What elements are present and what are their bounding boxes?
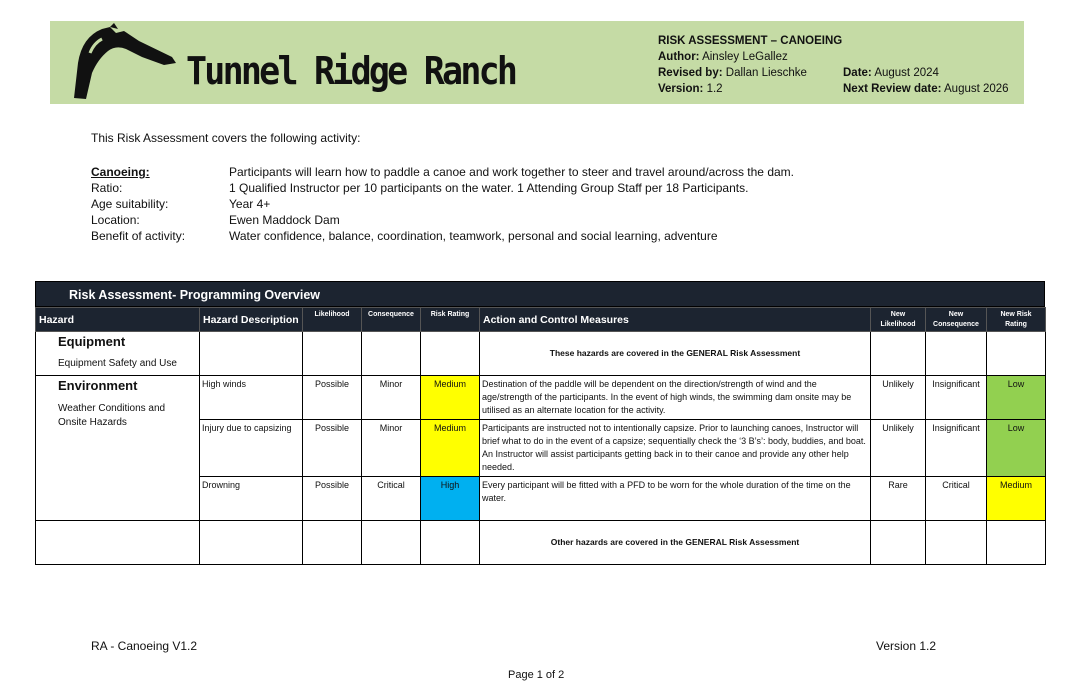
- revised-value: Dallan Lieschke: [725, 67, 807, 79]
- new-likelihood: Unlikely: [871, 420, 926, 477]
- section-subtitle: Equipment Safety and Use: [58, 358, 177, 369]
- new-risk-rating: Low: [987, 420, 1046, 477]
- other-hazards-note: Other hazards are covered in the GENERAL Risk Assessment: [480, 521, 871, 565]
- hazard-description: High winds: [200, 376, 303, 420]
- document-meta: [658, 33, 1009, 97]
- table-row: [36, 332, 1046, 376]
- date-value: August 2024: [874, 67, 939, 79]
- section-equipment: [36, 332, 200, 376]
- age-value: Year 4+: [229, 197, 271, 211]
- col-hazard: Hazard: [36, 308, 200, 332]
- new-consequence: Insignificant: [926, 376, 987, 420]
- footer-left: RA - Canoeing V1.2: [91, 639, 198, 653]
- section-title: Environment: [58, 378, 138, 393]
- benefit-label: Benefit of activity:: [91, 229, 186, 243]
- hazard-description: Drowning: [200, 477, 303, 521]
- new-likelihood: Rare: [871, 477, 926, 521]
- section-environment: [36, 376, 200, 521]
- consequence: Minor: [362, 420, 421, 477]
- col-description: Hazard Description: [200, 308, 303, 332]
- footer-right: Version 1.2: [876, 639, 937, 653]
- risk-table-container: [35, 281, 1045, 565]
- hazard-description: Injury due to capsizing: [200, 420, 303, 477]
- revised-label: Revised by:: [658, 67, 723, 79]
- activity-label: Canoeing:: [91, 165, 150, 179]
- activity-value: Participants will learn how to paddle a canoe and work together to steer and travel around/across the dam.: [229, 165, 794, 179]
- likelihood: Possible: [303, 376, 362, 420]
- col-consequence: Consequence: [362, 308, 421, 332]
- consequence: Critical: [362, 477, 421, 521]
- location-label: Location:: [91, 213, 140, 227]
- table-title: Risk Assessment- Programming Overview: [35, 281, 1045, 307]
- author-label: Author:: [658, 51, 700, 63]
- review-label: Next Review date:: [843, 83, 942, 95]
- ratio-value: 1 Qualified Instructor per 10 participants on the water. 1 Attending Group Staff per 18 Participants.: [229, 181, 749, 195]
- control-measures: Destination of the paddle will be dependent on the direction/strength of wind and the age/strength of the participants. In the event of high winds, the swimming dam onsite may be utilised as an alternate location for the activity.: [480, 376, 871, 420]
- date-label: Date:: [843, 67, 872, 79]
- control-measures: Every participant will be fitted with a PFD to be worn for the whole duration of the time on the water.: [480, 477, 871, 521]
- new-likelihood: Unlikely: [871, 376, 926, 420]
- benefit-value: Water confidence, balance, coordination, teamwork, personal and social learning, adventure: [229, 229, 718, 243]
- col-new-likelihood: New Likelihood: [871, 308, 926, 332]
- col-rating: Risk Rating: [421, 308, 480, 332]
- doc-title: RISK ASSESSMENT – CANOEING: [658, 35, 843, 47]
- age-label: Age suitability:: [91, 197, 169, 211]
- document-header: [50, 21, 1024, 104]
- risk-rating: Medium: [421, 420, 480, 477]
- version-value: 1.2: [706, 83, 723, 95]
- author-value: Ainsley LeGallez: [702, 51, 788, 63]
- new-consequence: Insignificant: [926, 420, 987, 477]
- risk-table: [35, 307, 1046, 565]
- table-header-row: [36, 308, 1046, 332]
- section-subtitle: Weather Conditions and Onsite Hazards: [58, 403, 166, 428]
- location-value: Ewen Maddock Dam: [229, 213, 340, 227]
- version-label: Version:: [658, 83, 704, 95]
- col-new-consequence: New Consequence: [926, 308, 987, 332]
- consequence: Minor: [362, 376, 421, 420]
- section-title: Equipment: [58, 334, 126, 349]
- horse-head-icon: [64, 23, 194, 103]
- new-risk-rating: Medium: [987, 477, 1046, 521]
- col-action: Action and Control Measures: [480, 308, 871, 332]
- likelihood: Possible: [303, 477, 362, 521]
- general-note: These hazards are covered in the GENERAL Risk Assessment: [480, 332, 871, 376]
- risk-rating: Medium: [421, 376, 480, 420]
- intro-text: This Risk Assessment covers the following activity:: [91, 131, 361, 145]
- company-logo: [64, 23, 516, 103]
- likelihood: Possible: [303, 420, 362, 477]
- ratio-label: Ratio:: [91, 181, 123, 195]
- table-row: [36, 376, 1046, 420]
- risk-rating: High: [421, 477, 480, 521]
- col-likelihood: Likelihood: [303, 308, 362, 332]
- control-measures: Participants are instructed not to intentionally capsize. Prior to launching canoes, Instructor will brief what to do in the event of a capsize; sequentially check the ‘3 B’s’: body, buddies, and boat. An Instructor will assist participants getting back in to their canoe and provide any other help needed.: [480, 420, 871, 477]
- review-value: August 2026: [944, 83, 1009, 95]
- col-new-rating: New Risk Rating: [987, 308, 1046, 332]
- page-number: Page 1 of 2: [508, 669, 565, 681]
- table-row: [36, 521, 1046, 565]
- logo-text: Tunnel Ridge Ranch: [186, 49, 516, 93]
- new-risk-rating: Low: [987, 376, 1046, 420]
- new-consequence: Critical: [926, 477, 987, 521]
